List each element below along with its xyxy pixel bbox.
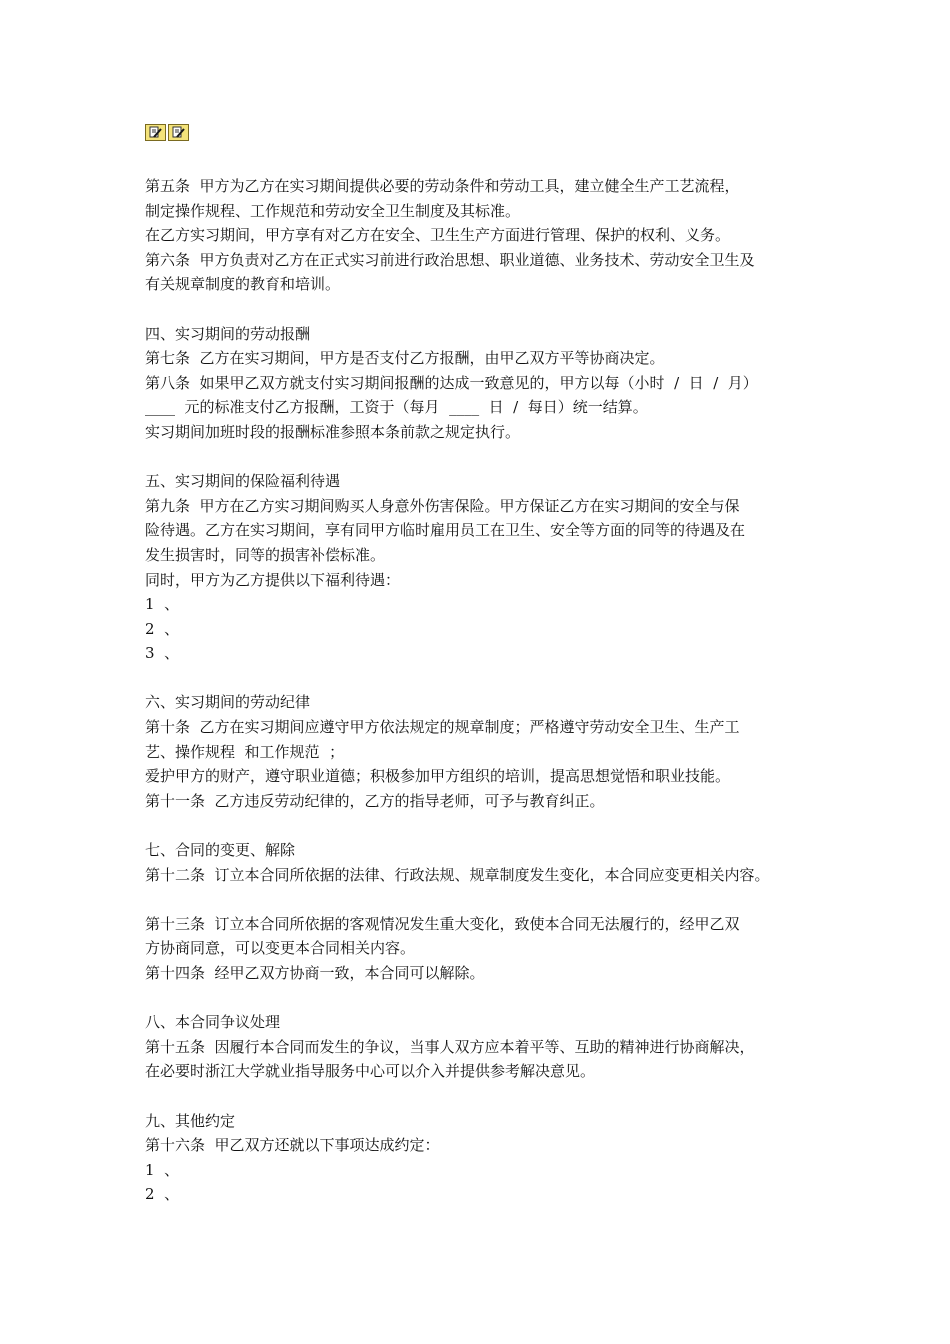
text-line: 第七条 乙方在实习期间，甲方是否支付乙方报酬，由甲乙双方平等协商决定。 xyxy=(145,349,665,368)
text-line: 第九条 甲方在乙方实习期间购买人身意外伤害保险。甲方保证乙方在实习期间的安全与保 xyxy=(145,496,740,515)
text-line: 方协商同意，可以变更本合同相关内容。 xyxy=(145,939,416,958)
blank-line xyxy=(145,1084,825,1109)
edit-icons-toolbar xyxy=(145,124,189,141)
text-line: 险待遇。乙方在实习期间，享有同甲方临时雇用员工在卫生、安全等方面的同等的待遇及在 xyxy=(145,521,746,540)
list-item: 2 、 xyxy=(145,619,180,638)
section-heading: 七、合同的变更、解除 xyxy=(145,841,296,860)
text-line: 有关规章制度的教育和培训。 xyxy=(145,275,341,294)
list-item: 2 、 xyxy=(145,1185,180,1204)
list-item: 3 、 xyxy=(145,644,180,663)
section-heading: 八、本合同争议处理 xyxy=(145,1013,281,1032)
text-line: 同时，甲方为乙方提供以下福利待遇： xyxy=(145,570,401,589)
text-line: 制定操作规程、工作规范和劳动安全卫生制度及其标准。 xyxy=(145,201,521,220)
blank-line xyxy=(145,986,825,1011)
text-line: 在乙方实习期间，甲方享有对乙方在安全、卫生生产方面进行管理、保护的权利、义务。 xyxy=(145,226,731,245)
text-line: 第十四条 经甲乙双方协商一致，本合同可以解除。 xyxy=(145,964,485,982)
text-line: ____ 元的标准支付乙方报酬，工资于（每月 ____ 日 / 每日）统一结算。 xyxy=(145,398,648,417)
text-line: 第十一条 乙方违反劳动纪律的，乙方的指导老师，可予与教育纠正。 xyxy=(145,791,605,810)
text-line: 发生损害时，同等的损害补偿标准。 xyxy=(145,545,386,564)
list-item: 1 、 xyxy=(145,595,180,614)
text-line: 艺、操作规程 和工作规范 ； xyxy=(145,742,345,761)
text-line: 第六条 甲方负责对乙方在正式实习前进行政治思想、职业道德、业务技术、劳动安全卫生及 xyxy=(145,250,755,269)
text-line: 在必要时浙江大学就业指导服务中心可以介入并提供参考解决意见。 xyxy=(145,1062,596,1081)
edit-form-icon[interactable] xyxy=(168,124,189,141)
text-line: 第十六条 甲乙双方还就以下事项达成约定： xyxy=(145,1136,440,1155)
blank-line xyxy=(145,887,825,912)
text-line: 第五条 甲方为乙方在实习期间提供必要的劳动条件和劳动工具，建立健全生产工艺流程， xyxy=(145,177,740,195)
text-line: 第十条 乙方在实习期间应遵守甲方依法规定的规章制度；严格遵守劳动安全卫生、生产工 xyxy=(145,718,740,737)
blank-line xyxy=(145,813,825,838)
section-heading: 四、实习期间的劳动报酬 xyxy=(145,324,311,343)
text-line: 第十二条 订立本合同所依据的法律、行政法规、规章制度发生变化，本合同应变更相关内容。 xyxy=(145,865,770,884)
blank-line xyxy=(145,666,825,691)
text-line: 第十三条 订立本合同所依据的客观情况发生重大变化，致使本合同无法履行的，经甲乙双 xyxy=(145,914,740,933)
section-heading: 九、其他约定 xyxy=(145,1111,236,1130)
text-line: 实习期间加班时段的报酬标准参照本条前款之规定执行。 xyxy=(145,422,521,441)
blank-line xyxy=(145,445,825,470)
contract-text xyxy=(145,174,825,1207)
edit-form-icon[interactable] xyxy=(145,124,166,141)
blank-line xyxy=(145,297,825,322)
text-line: 爱护甲方的财产，遵守职业道德；积极参加甲方组织的培训，提高思想觉悟和职业技能。 xyxy=(145,767,731,786)
text-line: 第十五条 因履行本合同而发生的争议，当事人双方应本着平等、互助的精神进行协商解决， xyxy=(145,1037,755,1056)
section-heading: 五、实习期间的保险福利待遇 xyxy=(145,472,341,491)
text-line: 第八条 如果甲乙双方就支付实习期间报酬的达成一致意见的，甲方以每（小时 / 日 / 月） xyxy=(145,373,758,392)
section-heading: 六、实习期间的劳动纪律 xyxy=(145,693,311,712)
list-item: 1 、 xyxy=(145,1160,180,1179)
